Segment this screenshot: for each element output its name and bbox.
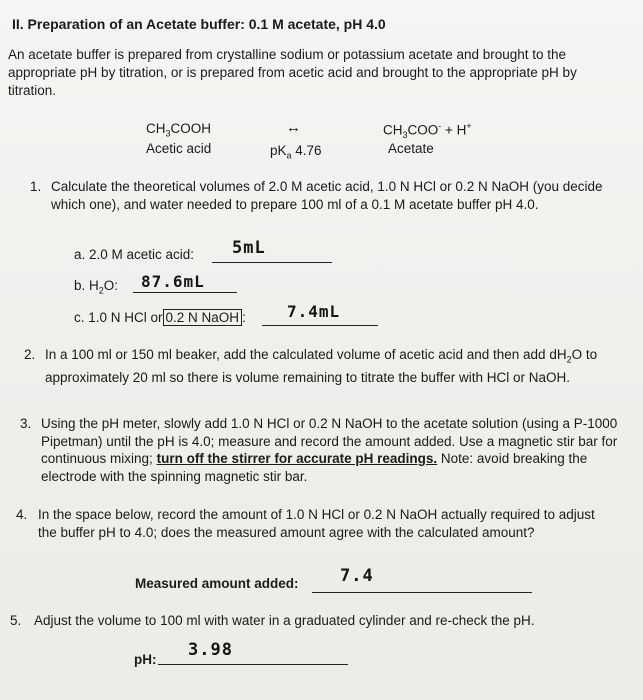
ph-label: pH:	[134, 652, 157, 667]
intro-paragraph: An acetate buffer is prepared from crystalline sodium or potassium acetate and brought to the appropriate pH by titration, or is prepared from acetic acid and brought to the appropriate pH by titration.	[8, 47, 577, 98]
ph-answer-line	[158, 664, 348, 665]
reactant-formula: $CH_3COOH$	[146, 121, 212, 139]
equilibrium-arrow: ↔	[286, 119, 301, 136]
question-1	[30, 178, 610, 213]
question-4: 4. In the space below, record the amount of 1.0 N HCl or 0.2 N NaOH actually required to adjust the buffer pH to 4.0; does the measured amount agree with the calculated amount?	[16, 506, 616, 541]
q1a-answer-line	[212, 262, 332, 263]
q1a-answer: 5mL	[232, 238, 266, 258]
q1c-label: c. 1.0 N HCl or 0.2 N NaOH :	[74, 310, 246, 325]
question-3-text: Using the pH meter, slowly add 1.0 N HCl or 0.2 N NaOH to the acetate solution (using a P-1000 Pipetman) until the pH is 4.0; measure and record the amount added. Use a magnetic stir bar for continuous mixing; turn off the stirrer for accurate pH readings. Note: avoid breaking the electrode with the spinning magnetic stir bar.	[41, 416, 618, 484]
pka-value: $pK_a$ 4.76	[270, 143, 322, 161]
selected-reagent-box: 0.2 N NaOH	[163, 309, 243, 326]
q1b-label: b. $H_2O$:	[74, 278, 119, 296]
reactant-name: Acetic acid	[146, 141, 212, 156]
measured-answer-line	[312, 592, 532, 593]
question-5: 5. Adjust the volume to 100 ml with water in a graduated cylinder and re-check the pH.	[10, 612, 630, 630]
q1a-label: a. 2.0 M acetic acid:	[74, 247, 195, 262]
question-1-text: Calculate the theoretical volumes of 2.0 M acetic acid, 1.0 N HCl or 0.2 N NaOH (you decide which one), and water needed to prepare 100 ml of a 0.1 M acetate buffer pH 4.0.	[51, 179, 603, 212]
q1b-answer-line	[133, 292, 237, 293]
q1c-answer-line	[262, 325, 378, 326]
question-2: 2. In a 100 ml or 150 ml beaker, add the calculated volume of acetic acid and then add $dH_2O$ to approximately 20 ml so there is volume remaining to titrate the buffer with HCl or NaOH.	[24, 346, 604, 387]
measured-answer: 7.4	[340, 566, 374, 586]
q1c-answer: 7.4mL	[287, 302, 341, 321]
question-5-text: Adjust the volume to 100 ml with water in a graduated cylinder and re-check the pH.	[34, 613, 535, 628]
product-name: Acetate	[388, 141, 434, 156]
stirrer-warning: turn off the stirrer for accurate pH readings.	[156, 451, 438, 466]
measured-label: Measured amount added:	[135, 576, 299, 591]
question-3: 3. Using the pH meter, slowly add 1.0 N HCl or 0.2 N NaOH to the acetate solution (using a P-1000 Pipetman) until the pH is 4.0; measure and record the amount added. Use a magnetic stir bar for continuous mixing; turn off the stirrer for accurate pH readings. Note: avoid breaking the electrode with the spinning magnetic stir bar.	[20, 415, 620, 485]
section-title: II. Preparation of an Acetate buffer: 0.1 M acetate, pH 4.0	[12, 16, 386, 32]
product-formula: $CH_3COO^- + H^+$	[383, 121, 472, 141]
question-4-text: In the space below, record the amount of 1.0 N HCl or 0.2 N NaOH actually required to adjust the buffer pH to 4.0; does the measured amount agree with the calculated amount?	[38, 507, 595, 540]
electrode-note: Note: avoid breaking the electrode with the spinning magnetic stir bar.	[41, 451, 588, 484]
ph-answer: 3.98	[188, 640, 233, 660]
question-2-text: In a 100 ml or 150 ml beaker, add the calculated volume of acetic acid and then add $dH_2O$ to approximately 20 ml so there is volume remaining to titrate the buffer with HCl or NaOH.	[45, 347, 598, 386]
question-number: 1.	[30, 179, 42, 194]
q1b-answer: 87.6mL	[141, 272, 205, 291]
